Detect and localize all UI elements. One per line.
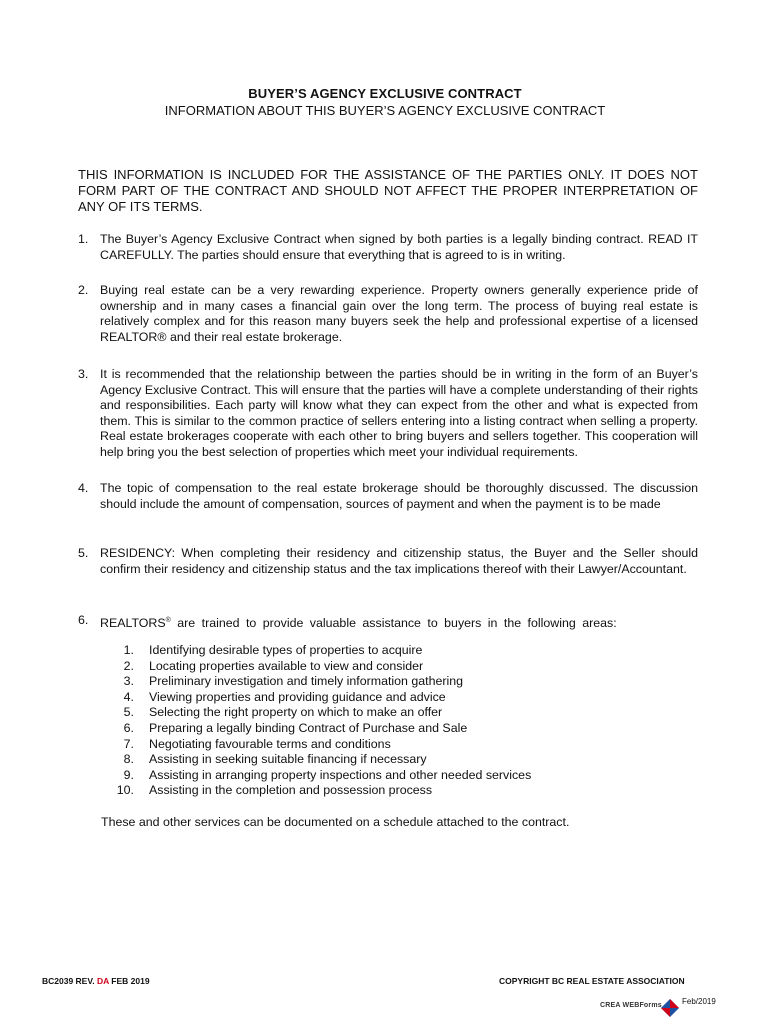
service-number: 5. — [123, 705, 134, 720]
list-item-number: 1. — [78, 232, 89, 246]
registered-mark: ® — [165, 617, 171, 624]
service-text: Viewing properties and providing guidance and advice — [149, 689, 446, 704]
list-item — [78, 546, 698, 577]
service-item — [112, 705, 672, 721]
service-number: 7. — [123, 736, 134, 751]
service-item — [112, 674, 672, 690]
service-item — [112, 659, 672, 675]
service-text: Selecting the right property on which to make an offer — [149, 705, 443, 720]
list-item — [78, 613, 698, 632]
crea-date: Feb/2019 — [682, 997, 716, 1006]
list-item-text: The Buyer’s Agency Exclusive Contract when signed by both parties is a legally binding contract. READ IT CAREFULLY. The parties should ensure that everything that is agreed to is in writing. — [100, 232, 698, 262]
form-code-date: FEB 2019 — [108, 976, 150, 986]
service-number: 8. — [123, 752, 134, 767]
service-item — [112, 752, 672, 768]
list-item — [78, 283, 698, 345]
list-item-text: It is recommended that the relationship between the parties should be in writing in the form of an Buyer’s Agency Exclusive Contract. This will ensure that the parties will have a complete understanding of their rights and responsibilities. Each party will know what they can expect from the other and what is expected from them. This is similar to the common practice of sellers entering into a listing contract when selling a property. Real estate brokerages cooperate with each other to bring buyers and sellers together. This cooperation will help bring you the best selection of properties which meet your individual requirements. — [100, 367, 698, 459]
service-number: 3. — [123, 674, 134, 689]
realtors-text: are trained to provide valuable assistance to buyers in the following areas: — [170, 616, 617, 631]
list-item-text — [100, 613, 698, 632]
list-item — [78, 232, 698, 263]
service-text: Assisting in the completion and possession process — [149, 783, 433, 798]
service-number: 6. — [123, 720, 134, 735]
service-number: 2. — [123, 658, 134, 673]
form-code-prefix: BC2039 REV. — [42, 976, 97, 986]
service-item — [112, 690, 672, 706]
intro-disclaimer: THIS INFORMATION IS INCLUDED FOR THE ASSISTANCE OF THE PARTIES ONLY. IT DOES NOT FORM PART OF THE CONTRACT AND SHOULD NOT AFFECT THE PROPER INTERPRETATION OF ANY OF ITS TERMS. — [78, 167, 698, 214]
service-item — [112, 643, 672, 659]
service-text: Preparing a legally binding Contract of Purchase and Sale — [149, 720, 468, 735]
service-text: Preliminary investigation and timely information gathering — [149, 674, 464, 689]
list-item — [78, 481, 698, 512]
service-item — [112, 737, 672, 753]
list-item-number: 2. — [78, 283, 89, 297]
closing-note: These and other services can be documented on a schedule attached to the contract. — [101, 815, 570, 829]
copyright-notice: COPYRIGHT BC REAL ESTATE ASSOCIATION — [499, 976, 685, 986]
list-item-text: The topic of compensation to the real estate brokerage should be thoroughly discussed. The discussion should include the amount of compensation, sources of payment and when the payment is to be made — [100, 481, 698, 511]
service-text: Assisting in seeking suitable financing if necessary — [149, 752, 427, 767]
list-item — [78, 367, 698, 461]
form-code — [42, 976, 150, 986]
list-item-text: RESIDENCY: When completing their residency and citizenship status, the Buyer and the Seller should confirm their residency and citizenship status and the tax implications thereof with their Lawyer/Accountant. — [100, 546, 698, 576]
service-number: 10. — [116, 783, 134, 798]
page-title: BUYER’S AGENCY EXCLUSIVE CONTRACT — [248, 86, 522, 101]
service-item — [112, 721, 672, 737]
service-number: 1. — [123, 643, 134, 657]
service-text: Identifying desirable types of properties to acquire — [149, 643, 423, 657]
service-number: 4. — [123, 689, 134, 704]
service-item — [112, 768, 672, 784]
list-item-number: 5. — [78, 546, 89, 560]
crea-webforms-label: CREA WEBForms — [600, 1002, 662, 1009]
list-item-text: Buying real estate can be a very rewarding experience. Property owners generally experience pride of ownership and in many cases a financial gain over the long term. The process of buying real estate is relatively complex and for this reason many buyers seek the help and professional expertise of a licensed REALTOR® and their real estate brokerage. — [100, 283, 698, 344]
service-text: Locating properties available to view and consider — [149, 658, 424, 673]
services-list — [112, 643, 672, 799]
list-item-number: 6. — [78, 613, 89, 627]
realtors-word: REALTORS — [100, 616, 166, 631]
crea-logo-icon — [660, 998, 680, 1018]
service-text: Negotiating favourable terms and conditions — [149, 736, 391, 751]
service-item — [112, 783, 672, 799]
service-number: 9. — [123, 767, 134, 782]
form-code-red: DA — [96, 976, 109, 986]
page-subtitle: INFORMATION ABOUT THIS BUYER’S AGENCY EXCLUSIVE CONTRACT — [164, 103, 606, 118]
list-item-number: 4. — [78, 481, 89, 495]
service-text: Assisting in arranging property inspections and other needed services — [149, 767, 532, 782]
list-item-number: 3. — [78, 367, 89, 381]
